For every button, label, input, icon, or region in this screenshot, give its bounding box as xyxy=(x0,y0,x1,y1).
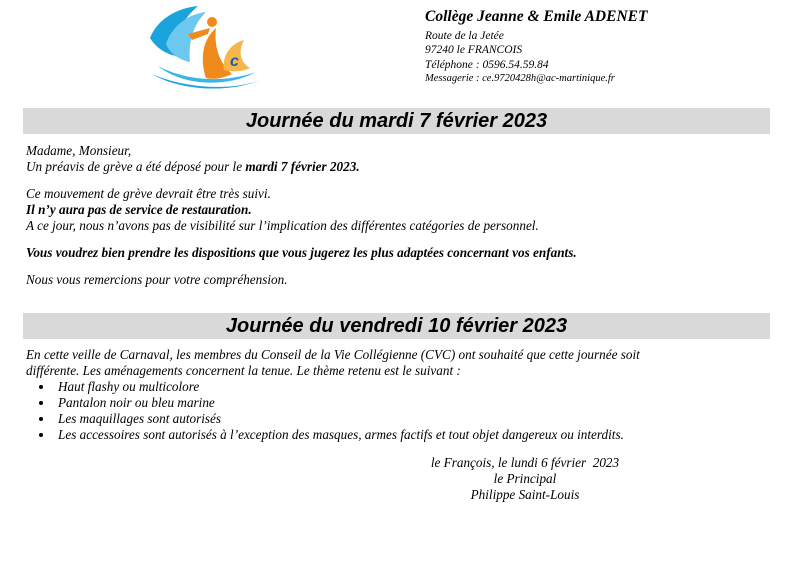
list-item: • Haut flashy ou multicolore xyxy=(54,379,786,395)
strike-notice xyxy=(26,159,786,175)
svg-text:c: c xyxy=(230,53,239,70)
dress-code-list xyxy=(26,379,786,443)
section1-body xyxy=(26,143,786,288)
list-item: • Les accessoires sont autorisés à l’exception des masques, armes factifs et tout objet dangereux ou interdits. xyxy=(54,427,786,443)
section2-body xyxy=(26,347,786,443)
dispositions-note: Vous voudrez bien prendre les dispositions que vous jugerez les plus adaptées concernant vos enfants. xyxy=(26,245,577,260)
strike-date: mardi 7 février 2023. xyxy=(245,159,360,174)
no-catering: Il n’y aura pas de service de restauration. xyxy=(26,202,252,217)
signature-role: le Principal xyxy=(493,471,557,486)
email-line: Messagerie : ce.9720428h@ac-martinique.fr xyxy=(425,73,615,84)
signature-name: Philippe Saint-Louis xyxy=(470,487,580,502)
phone-line: Téléphone : 0596.54.59.84 xyxy=(425,58,549,71)
list-item: • Les maquillages sont autorisés xyxy=(54,411,786,427)
address-line: Route de la Jetée xyxy=(425,29,504,42)
greeting: Madame, Monsieur, xyxy=(26,143,132,158)
strike-followed: Ce mouvement de grève devrait être très suivi. xyxy=(26,186,271,201)
carnival-intro-line2: différente. Les aménagements concernent la tenue. Le thème retenu est le suivant : xyxy=(26,363,461,378)
list-item: • Pantalon noir ou bleu marine xyxy=(54,395,786,411)
section1-title: Journée du mardi 7 février 2023 xyxy=(23,108,770,134)
visibility-note: A ce jour, nous n’avons pas de visibilité sur l’implication des différentes catégories de personnel. xyxy=(26,218,539,233)
thanks-note: Nous vous remercions pour votre compréhension. xyxy=(26,272,288,287)
signature-block xyxy=(414,455,636,503)
section2-title: Journée du vendredi 10 février 2023 xyxy=(23,313,770,339)
school-header xyxy=(425,9,647,86)
school-name: Collège Jeanne & Emile ADENET xyxy=(425,8,648,25)
signature-place-date: le François, le lundi 6 février 2023 xyxy=(430,455,620,470)
strike-notice-prefix: Un préavis de grève a été déposé pour le xyxy=(26,159,246,174)
school-logo xyxy=(148,4,264,94)
city-line: 97240 le FRANCOIS xyxy=(425,44,523,56)
carnival-intro-line1: En cette veille de Carnaval, les membres du Conseil de la Vie Collégienne (CVC) ont souhaité que cette journée soit xyxy=(26,347,640,362)
